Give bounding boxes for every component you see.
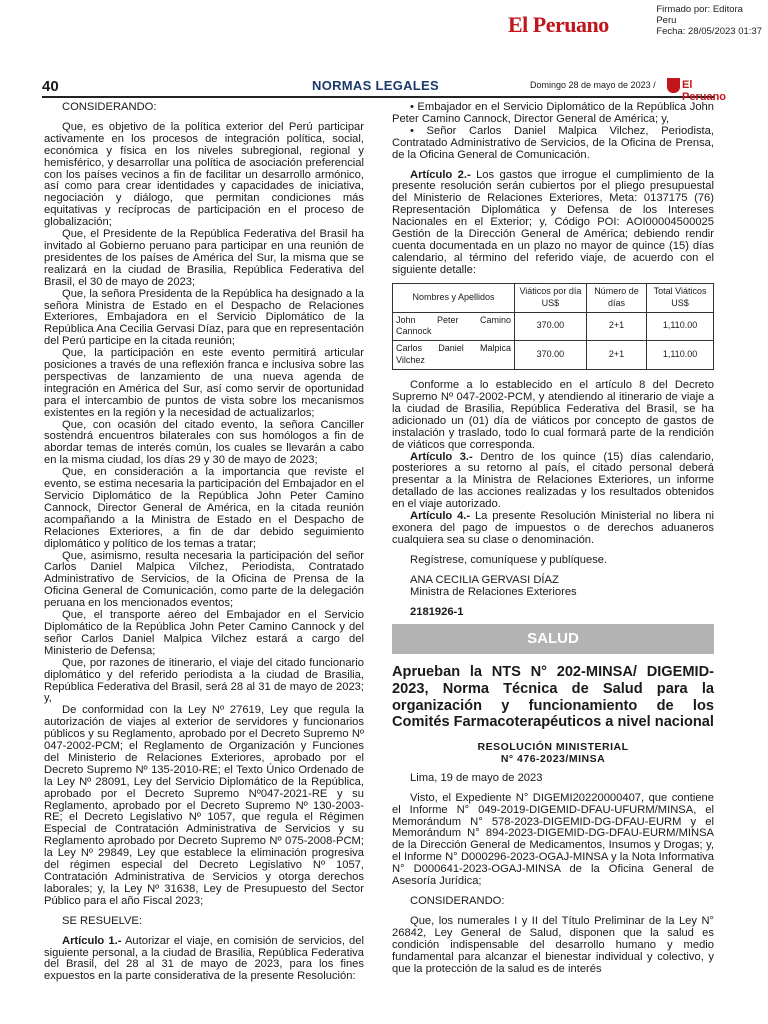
article-text: La presente Resolución Ministerial no libera ni exonera del pago de impuestos o de derechos aduaneros cualquiera sea su clase o denominación.	[392, 510, 714, 546]
paragraph: Que, es objetivo de la política exterior del Perú participar activamente en los procesos de integración política, social, económica y física en los niveles subregional, regional y hemisférico, y desarrollar una política de asociación preferencial con los países vecinos a fin de facilitar un desarrollo armónico, así como para crear identidades y capacidades de iniciativa, negociación y diálogo, que permitan condiciones más equitativas y recíprocas de participación en el proceso de globalización;	[44, 120, 364, 229]
considerando-heading: CONSIDERANDO:	[410, 894, 505, 907]
publication-code: 2181926-1	[410, 605, 464, 618]
signer-title: Ministra de Relaciones Exteriores	[410, 585, 577, 598]
table-cell: 1,110.00	[647, 312, 714, 341]
paragraph: Que, el transporte aéreo del Embajador en el Servicio Diplomático de la República John Peter Camino Cannock y del señor Carlos Daniel Malpica Vilchez estará a cargo del Ministerio de Defensa;	[44, 609, 364, 657]
header-brand: El Peruano	[682, 79, 727, 103]
resolution-date: Lima, 19 de mayo de 2023	[410, 771, 543, 784]
paragraph: Conforme a lo establecido en el artículo 8 del Decreto Supremo Nº 047-2002-PCM, y atendiendo al itinerario de viaje a la ciudad de Brasilia, República Federativa del Brasil, se ha adicionado un (01) día de viáticos por concepto de gastos de instalación y traslado, todo lo cual formará parte de la rendición de viáticos que corresponda.	[392, 379, 714, 451]
header-date: Domingo 28 de mayo de 2023 /	[530, 80, 656, 90]
table-cell: John Peter Camino Cannock	[393, 312, 515, 341]
signature-line-3: Fecha: 28/05/2023 01:37	[656, 26, 762, 37]
table-row	[393, 312, 714, 341]
table-row	[393, 341, 714, 370]
page-header	[42, 78, 727, 103]
signer-name: ANA CECILIA GERVASI DÍAZ	[410, 573, 559, 586]
article-label: Artículo 1.-	[62, 934, 122, 947]
bullet-item: • Señor Carlos Daniel Malpica Vilchez, Periodista, Contratado Administrativo de Servicios, de la Oficina de Prensa, de la Oficina General de Comunicación.	[392, 124, 714, 161]
article-1	[44, 936, 364, 984]
table-cell: 2+1	[586, 312, 646, 341]
paragraph: Que, asimismo, resulta necesaria la participación del señor Carlos Daniel Malpica Vilchez, Periodista, Contratado Administrativo de Servicios, de la Oficina de Prensa de la Oficina General de Comunicación, como parte de la delegación peruana en los mencionados eventos;	[44, 549, 364, 610]
article-text: Dentro de los quince (15) días calendario, posteriores a su retorno al país, el citado personal deberá presentar a la Ministra de Relaciones Exteriores, un informe detallado de las acciones realizadas y los resultados obtenidos en el viaje autorizado.	[392, 450, 714, 511]
table-header-row	[393, 283, 714, 312]
paragraph: Que, el Presidente de la República Federativa del Brasil ha invitado al Gobierno peruano para participar en una reunión de presidentes de los países de América del Sur, la misma que se realizará en la ciudad de Brasilia, República Federativa del Brasil, el 30 de mayo de 2023;	[44, 228, 364, 288]
article-text: Autorizar el viaje, en comisión de servicios, del siguiente personal, a la ciudad de Brasilia, República Federativa del Brasil, del 28 al 31 de mayo de 2023, para los fines expuestos en la parte considerativa de la presente Resolución:	[44, 934, 364, 983]
resolution-heading	[392, 741, 714, 765]
paragraph: Visto, el Expediente N° DIGEMI20220000407, que contiene el Informe N° 049-2019-DIGEMID-DFAU-UFURM/MINSA, el Memorándum N° 578-2023-DIGEMID-DG-DFAU-EURM y el Memorándum N° 894-2023-DIGEMID-DG-DFAU-EURM/MINSA de la Dirección General de Medicamentos, Insumos y Drogas; y, el Informe N° D000296-2023-OGAJ-MINSA y la Nota Informativa N° D000641-2023-OGAJ-MINSA de la Oficina General de Asesoría Jurídica;	[392, 791, 714, 888]
viaticos-table	[392, 283, 714, 370]
signature-line-1: Firmado por: Editora	[656, 4, 743, 15]
paragraph: Que, la señora Presidenta de la República ha designado a la señora Ministra de Estado en el Despacho de Relaciones Exteriores, Embajadora en el Servicio Diplomático de la República Ana Cecilia Gervasi Díaz, para que en representación del Perú participe en la citada reunión;	[44, 287, 364, 348]
column-header: Total Viáticos US$	[647, 283, 714, 312]
article-text: Los gastos que irrogue el cumplimiento de la presente resolución serán cubiertos por el pliego presupuestal del Ministerio de Relaciones Exteriores, Meta: 0137175 (76) Representación Diplomática y Defensa de los Intereses Nacionales en el Exterior; y, Código POI: AOI00004500025 Gestión de la Dirección General de América; debiendo rendir cuenta documentada en un plazo no mayor de quince (15) días calendario, al término del referido viaje, de acuerdo con el siguiente detalle:	[392, 168, 714, 276]
bullet-item: • Embajador en el Servicio Diplomático de la República John Peter Camino Cannock, Director General de América; y,	[392, 101, 714, 125]
paragraph: Que, la participación en este evento permitirá articular posiciones a través de una reflexión franca e inclusiva sobre las perspectivas de lanzamiento de una nueva agenda de integración en América del Sur, así como servir de oportunidad para el intercambio de puntos de vista sobre los mecanismos existentes en la región y la necesidad de actualizarlos;	[44, 347, 364, 419]
column-header: Número de días	[586, 283, 646, 312]
resolution-type: RESOLUCIÓN MINISTERIAL	[477, 740, 629, 753]
considerando-heading: CONSIDERANDO:	[62, 101, 157, 113]
paragraph: Que, en consideración a la importancia que reviste el evento, se estima necesaria la participación del Embajador en el Servicio Diplomático de la República John Peter Camino Cannock, Director General de América, en la citada reunión acompañando a la Ministra de Estado en el Despacho de Relaciones Exteriores, a fin de dar debido seguimiento diplomático y político de los temas a tratar;	[44, 466, 364, 550]
column-header: Nombres y Apellidos	[393, 283, 515, 312]
article-label: Artículo 3.-	[410, 450, 473, 463]
se-resuelve: SE RESUELVE:	[62, 914, 142, 927]
shield-icon	[667, 78, 680, 93]
page-number: 40	[42, 78, 59, 95]
resolution-number: N° 476-2023/MINSA	[500, 752, 606, 765]
section-banner-salud: SALUD	[392, 624, 714, 654]
article-label: Artículo 2.-	[410, 168, 471, 181]
table-cell: 1,110.00	[647, 341, 714, 370]
digital-signature	[656, 4, 762, 37]
article-label: Artículo 4.-	[410, 510, 471, 523]
article-2	[392, 170, 714, 277]
el-peruano-logo: El Peruano	[508, 12, 609, 37]
signature-line-2: Peru	[656, 15, 677, 26]
paragraph: Que, por razones de itinerario, el viaje del citado funcionario diplomático y del referido periodista a la ciudad de Brasilia, República Federativa del Brasil, será 28 al 31 de mayo de 2023; y,	[44, 656, 364, 705]
table-cell: 370.00	[514, 341, 586, 370]
paragraph: Que, los numerales I y II del Título Preliminar de la Ley N° 26842, Ley General de Salud, disponen que la salud es condición indispensable del desarrollo humano y medio fundamental para alcanzar el bienestar individual y colectivo, y que la protección de la salud es de interés	[392, 914, 714, 975]
article-3	[392, 452, 714, 512]
section-title: NORMAS LEGALES	[312, 78, 439, 93]
registrese: Regístrese, comuníquese y publíquese.	[410, 553, 608, 566]
left-column	[44, 102, 364, 983]
paragraph: De conformidad con la Ley Nº 27619, Ley que regula la autorización de viajes al exterior de servidores y funcionarios públicos y su Reglamento, aprobado por el Decreto Supremo Nº 047-2002-PCM; el Reglamento de Organización y Funciones del Ministerio de Relaciones Exteriores, aprobado por el Decreto Supremo Nº 135-2010-RE; el Texto Único Ordenado de la Ley Nº 28091, Ley del Servicio Diplomático de la República, aprobado por el Decreto Supremo Nº047-2021-RE y su Reglamento, aprobado por el Decreto Supremo Nº 130-2003-RE; el Decreto Legislativo Nº 1057, que regula el Régimen Especial de Contratación Administrativa de Servicios y su Reglamento aprobado por Decreto Supremo Nº 075-2008-PCM; la Ley Nº 29849, Ley que establece la eliminación progresiva del régimen especial del Decreto Legislativo Nº 1057, Contratación Administrativa de Servicios y otorga derechos laborales; y, la Ley Nº 31638, Ley de Presupuesto del Sector Público para el año Fiscal 2023;	[44, 704, 364, 907]
paragraph: Que, con ocasión del citado evento, la señora Canciller sostendrá encuentros bilaterales con sus homólogos a fin de abordar temas de interés común, los cuales se llevarán a cabo en la misma ciudad, los días 29 y 30 de mayo de 2023;	[44, 418, 364, 467]
table-cell: Carlos Daniel Malpica Vilchez	[393, 341, 515, 370]
norm-title: Aprueban la NTS N° 202-MINSA/ DIGEMID-2023, Norma Técnica de Salud para la organización y funcionamiento de los Comités Farmacoterapéuticos a nivel nacional	[392, 664, 714, 731]
column-header: Viáticos por día US$	[514, 283, 586, 312]
right-column	[392, 102, 714, 975]
table-cell: 2+1	[586, 341, 646, 370]
article-4	[392, 511, 714, 547]
table-cell: 370.00	[514, 312, 586, 341]
